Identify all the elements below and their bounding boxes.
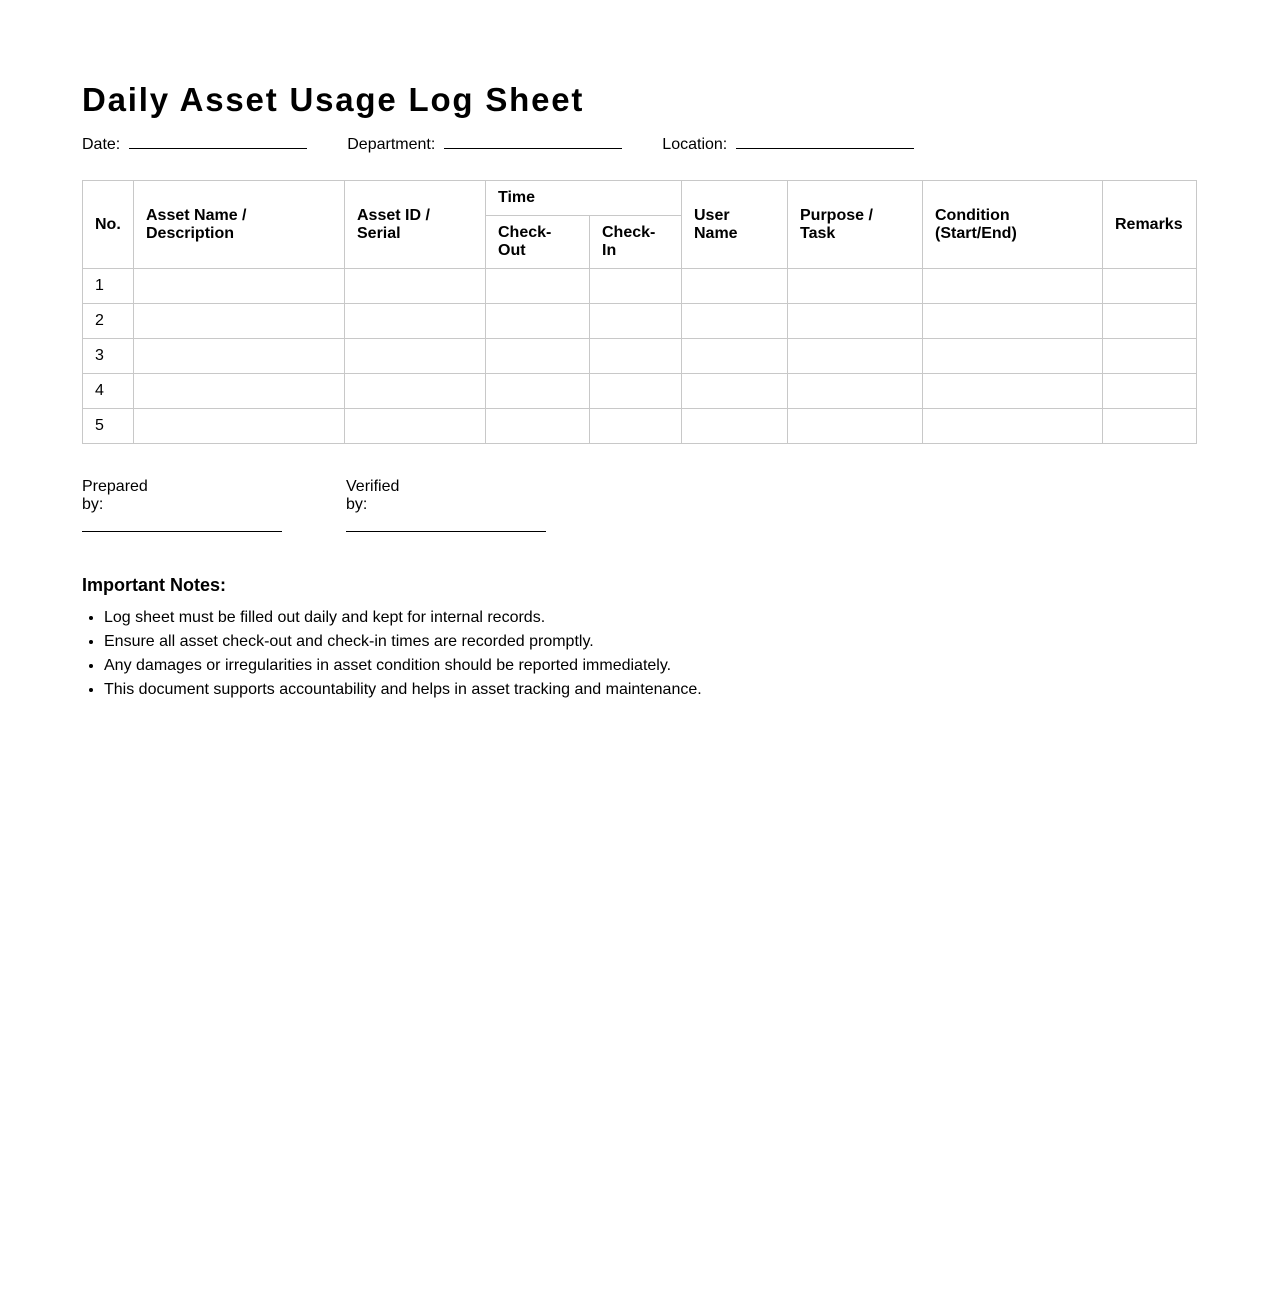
condition-cell[interactable]	[923, 304, 1103, 339]
row-number: 4	[83, 374, 134, 409]
log-sheet-page	[82, 80, 1196, 698]
purpose-cell[interactable]	[788, 304, 923, 339]
date-field[interactable]	[129, 134, 307, 149]
asset-id-cell[interactable]	[345, 339, 486, 374]
row-number: 3	[83, 339, 134, 374]
list-item: • Ensure all asset check-out and check-in times are recorded promptly.	[104, 630, 702, 654]
prepared-by-label: Prepared by:	[82, 478, 148, 513]
check-out-cell[interactable]	[486, 304, 590, 339]
table-row	[83, 269, 1197, 304]
col-header-check-out: Check-Out	[486, 216, 590, 269]
purpose-cell[interactable]	[788, 374, 923, 409]
verified-by-label: Verified by:	[346, 478, 400, 513]
asset-id-cell[interactable]	[345, 304, 486, 339]
check-in-cell[interactable]	[590, 409, 682, 444]
purpose-cell[interactable]	[788, 269, 923, 304]
asset-id-cell[interactable]	[345, 269, 486, 304]
check-out-cell[interactable]	[486, 339, 590, 374]
asset-name-cell[interactable]	[134, 339, 345, 374]
col-header-remarks: Remarks	[1103, 181, 1197, 269]
notes-title: Important Notes:	[82, 575, 226, 595]
check-in-cell[interactable]	[590, 304, 682, 339]
prepared-by-signature-line[interactable]	[82, 531, 282, 532]
asset-name-cell[interactable]	[134, 409, 345, 444]
check-in-cell[interactable]	[590, 374, 682, 409]
col-header-check-in: Check-In	[590, 216, 682, 269]
purpose-cell[interactable]	[788, 339, 923, 374]
remarks-cell[interactable]	[1103, 409, 1197, 444]
asset-id-cell[interactable]	[345, 374, 486, 409]
table-row	[83, 374, 1197, 409]
list-item: • Log sheet must be filled out daily and kept for internal records.	[104, 606, 702, 630]
list-item: • This document supports accountability and helps in asset tracking and maintenance.	[104, 678, 702, 702]
location-label: Location:	[662, 136, 728, 153]
col-header-asset-name: Asset Name / Description	[134, 181, 345, 269]
remarks-cell[interactable]	[1103, 339, 1197, 374]
col-header-asset-id: Asset ID / Serial	[345, 181, 486, 269]
remarks-cell[interactable]	[1103, 374, 1197, 409]
col-header-condition: Condition (Start/End)	[923, 181, 1103, 269]
condition-cell[interactable]	[923, 374, 1103, 409]
user-name-cell[interactable]	[682, 339, 788, 374]
col-header-user-name: User Name	[682, 181, 788, 269]
list-item: • Any damages or irregularities in asset condition should be reported immediately.	[104, 654, 702, 678]
remarks-cell[interactable]	[1103, 269, 1197, 304]
condition-cell[interactable]	[923, 269, 1103, 304]
date-label: Date:	[82, 136, 121, 153]
check-out-cell[interactable]	[486, 269, 590, 304]
remarks-cell[interactable]	[1103, 304, 1197, 339]
user-name-cell[interactable]	[682, 269, 788, 304]
department-label: Department:	[347, 136, 436, 153]
department-field[interactable]	[444, 134, 622, 149]
check-out-cell[interactable]	[486, 374, 590, 409]
location-field[interactable]	[736, 134, 914, 149]
table-body	[83, 269, 1197, 444]
condition-cell[interactable]	[923, 339, 1103, 374]
verified-by-block	[346, 478, 399, 514]
condition-cell[interactable]	[923, 409, 1103, 444]
asset-name-cell[interactable]	[134, 374, 345, 409]
check-in-cell[interactable]	[590, 269, 682, 304]
table-row	[83, 409, 1197, 444]
user-name-cell[interactable]	[682, 304, 788, 339]
check-in-cell[interactable]	[590, 339, 682, 374]
col-header-time: Time	[486, 181, 682, 216]
check-out-cell[interactable]	[486, 409, 590, 444]
notes-list	[82, 606, 702, 702]
table-row	[83, 304, 1197, 339]
asset-id-cell[interactable]	[345, 409, 486, 444]
prepared-by-block	[82, 478, 148, 514]
row-number: 5	[83, 409, 134, 444]
table-row	[83, 339, 1197, 374]
asset-log-table	[82, 180, 1197, 444]
header-fields	[82, 134, 954, 154]
asset-name-cell[interactable]	[134, 304, 345, 339]
page-title: Daily Asset Usage Log Sheet	[82, 81, 585, 118]
col-header-no: No.	[83, 181, 134, 269]
user-name-cell[interactable]	[682, 374, 788, 409]
col-header-purpose: Purpose / Task	[788, 181, 923, 269]
verified-by-signature-line[interactable]	[346, 531, 546, 532]
row-number: 2	[83, 304, 134, 339]
purpose-cell[interactable]	[788, 409, 923, 444]
asset-name-cell[interactable]	[134, 269, 345, 304]
user-name-cell[interactable]	[682, 409, 788, 444]
row-number: 1	[83, 269, 134, 304]
